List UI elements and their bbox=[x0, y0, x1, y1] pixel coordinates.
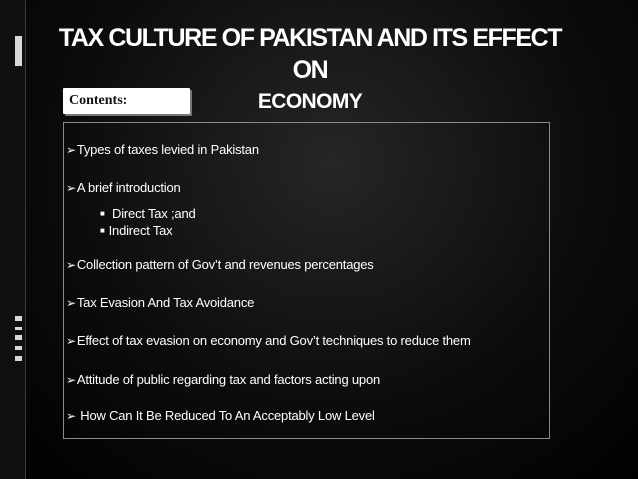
contents-label: Contents: bbox=[69, 93, 128, 108]
sub-bullet-text: Indirect Tax bbox=[108, 223, 173, 238]
bullet-text: How Can It Be Reduced To An Acceptably Low Level bbox=[76, 408, 375, 423]
arrowhead-bullet-icon: ➢ bbox=[66, 334, 76, 348]
bullet-text: Attitude of public regarding tax and factors acting upon bbox=[76, 372, 381, 387]
bullet-item bbox=[66, 372, 380, 387]
arrowhead-bullet-icon: ➢ bbox=[66, 143, 76, 157]
arrowhead-bullet-icon: ➢ bbox=[66, 296, 76, 310]
bullet-item bbox=[66, 333, 471, 348]
bullet-item bbox=[66, 180, 181, 195]
left-decor-band bbox=[0, 0, 26, 479]
sub-bullet-item bbox=[100, 223, 172, 238]
bullet-text: Types of taxes levied in Pakistan bbox=[76, 142, 259, 157]
arrowhead-bullet-icon: ➢ bbox=[66, 409, 76, 423]
title-line-2: ECONOMY bbox=[257, 90, 363, 113]
decor-bar bbox=[15, 346, 22, 350]
decor-bar bbox=[15, 356, 22, 361]
bullet-item bbox=[66, 408, 375, 423]
sub-bullet-item bbox=[100, 206, 196, 221]
contents-tab bbox=[63, 88, 190, 114]
decor-bar bbox=[15, 36, 22, 66]
bullet-text: Collection pattern of Gov’t and revenues percentages bbox=[76, 257, 374, 272]
bullet-item bbox=[66, 142, 259, 157]
bullet-text: A brief introduction bbox=[76, 180, 181, 195]
square-bullet-icon: ■ bbox=[100, 226, 105, 235]
decor-bar bbox=[15, 316, 22, 321]
bullet-item bbox=[66, 257, 374, 272]
bullet-text: Effect of tax evasion on economy and Gov’t techniques to reduce them bbox=[76, 333, 471, 348]
decor-bar bbox=[15, 335, 22, 340]
decor-bar bbox=[15, 327, 22, 330]
arrowhead-bullet-icon: ➢ bbox=[66, 373, 76, 387]
contents-box bbox=[63, 122, 550, 439]
arrowhead-bullet-icon: ➢ bbox=[66, 181, 76, 195]
square-bullet-icon: ■ bbox=[100, 209, 105, 218]
title-line-1: TAX CULTURE OF PAKISTAN AND ITS EFFECT ON bbox=[58, 24, 562, 84]
arrowhead-bullet-icon: ➢ bbox=[66, 258, 76, 272]
sub-bullet-text: Direct Tax ;and bbox=[108, 206, 196, 221]
bullet-item bbox=[66, 295, 254, 310]
bullet-text: Tax Evasion And Tax Avoidance bbox=[76, 295, 255, 310]
